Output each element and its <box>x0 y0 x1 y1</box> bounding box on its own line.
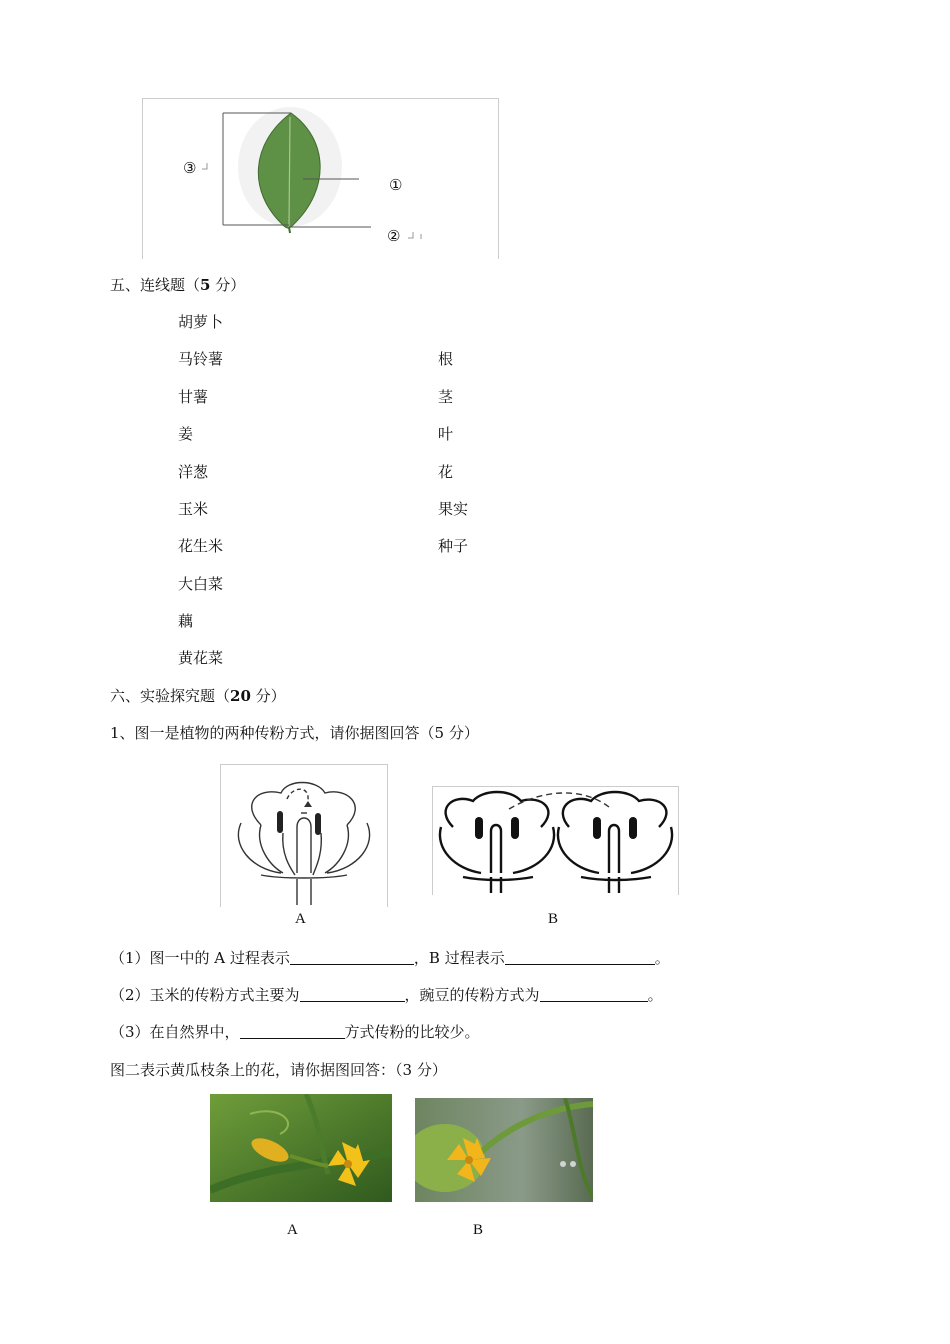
section5-title <box>110 274 245 295</box>
q1-1-text-b: ，B 过程表示 <box>413 949 505 967</box>
left-item: 大白菜 <box>178 575 224 593</box>
left-item: 甘薯 <box>178 388 209 406</box>
left-item: 马铃薯 <box>178 350 224 368</box>
q1-2 <box>110 984 663 1005</box>
leaf-illustration <box>143 99 498 259</box>
q1-1-blank-a[interactable] <box>290 950 414 965</box>
leaf-label-3: ③ <box>183 159 197 177</box>
leaf-label-1: ① <box>389 176 403 194</box>
q1-1-end: 。 <box>654 949 670 967</box>
fig2-label-b: B <box>473 1222 484 1238</box>
q1-2-text-a: （2）玉米的传粉方式主要为 <box>110 986 300 1004</box>
cucumber-flower-image-b <box>415 1098 593 1202</box>
section6-title-suffix: 分） <box>250 687 286 705</box>
section6-title-prefix: 六、实验探究题（ <box>110 687 231 705</box>
self-pollination-flower <box>221 765 387 907</box>
left-item: 花生米 <box>178 537 224 555</box>
q2-intro: 图二表示黄瓜枝条上的花，请你据图回答：（3 分） <box>110 1061 447 1079</box>
q1-3-blank[interactable] <box>240 1024 345 1039</box>
q1-2-end: 。 <box>647 986 663 1004</box>
section5-title-score: 5 <box>200 276 211 294</box>
right-item: 果实 <box>438 500 469 518</box>
q1-1-text-a: （1）图一中的 A 过程表示 <box>110 949 290 967</box>
section5-title-prefix: 五、连线题（ <box>110 276 201 294</box>
left-item: 玉米 <box>178 500 209 518</box>
section6-title-score: 20 <box>230 687 251 705</box>
q1-3-text-a: （3）在自然界中， <box>110 1023 240 1041</box>
left-item: 黄花菜 <box>178 649 224 667</box>
cucumber-photo-b <box>415 1098 593 1202</box>
q1-2-blank-a[interactable] <box>300 987 405 1002</box>
q1-2-blank-b[interactable] <box>540 987 648 1002</box>
pollination-figure-a <box>220 764 388 907</box>
left-item: 藕 <box>178 612 194 630</box>
pollination-figure-b <box>432 786 679 895</box>
right-item: 茎 <box>438 388 454 406</box>
right-item: 种子 <box>438 537 469 555</box>
right-item: 叶 <box>438 425 454 443</box>
leaf-label-2: ② <box>387 227 401 245</box>
section5-title-suffix: 分） <box>210 276 246 294</box>
q1-1-blank-b[interactable] <box>505 950 655 965</box>
q1-2-text-b: ，豌豆的传粉方式为 <box>404 986 540 1004</box>
section6-title <box>110 685 286 706</box>
cross-pollination-flowers <box>433 787 678 895</box>
leaf-figure <box>142 98 499 259</box>
q1-3 <box>110 1021 480 1042</box>
fig1-label-b: B <box>548 911 559 927</box>
left-item: 胡萝卜 <box>178 313 224 331</box>
fig1-label-a: A <box>295 911 306 927</box>
fig2-label-a: A <box>287 1222 298 1238</box>
q1-intro: 1、图一是植物的两种传粉方式，请你据图回答（5 分） <box>110 724 479 742</box>
right-item: 花 <box>438 463 454 481</box>
cucumber-flower-image-a <box>210 1094 392 1202</box>
q1-1 <box>110 947 670 968</box>
left-item: 姜 <box>178 425 194 443</box>
left-item: 洋葱 <box>178 463 209 481</box>
q1-3-text-b: 方式传粉的比较少。 <box>344 1023 480 1041</box>
right-item: 根 <box>438 350 454 368</box>
cucumber-photo-a <box>210 1094 392 1202</box>
